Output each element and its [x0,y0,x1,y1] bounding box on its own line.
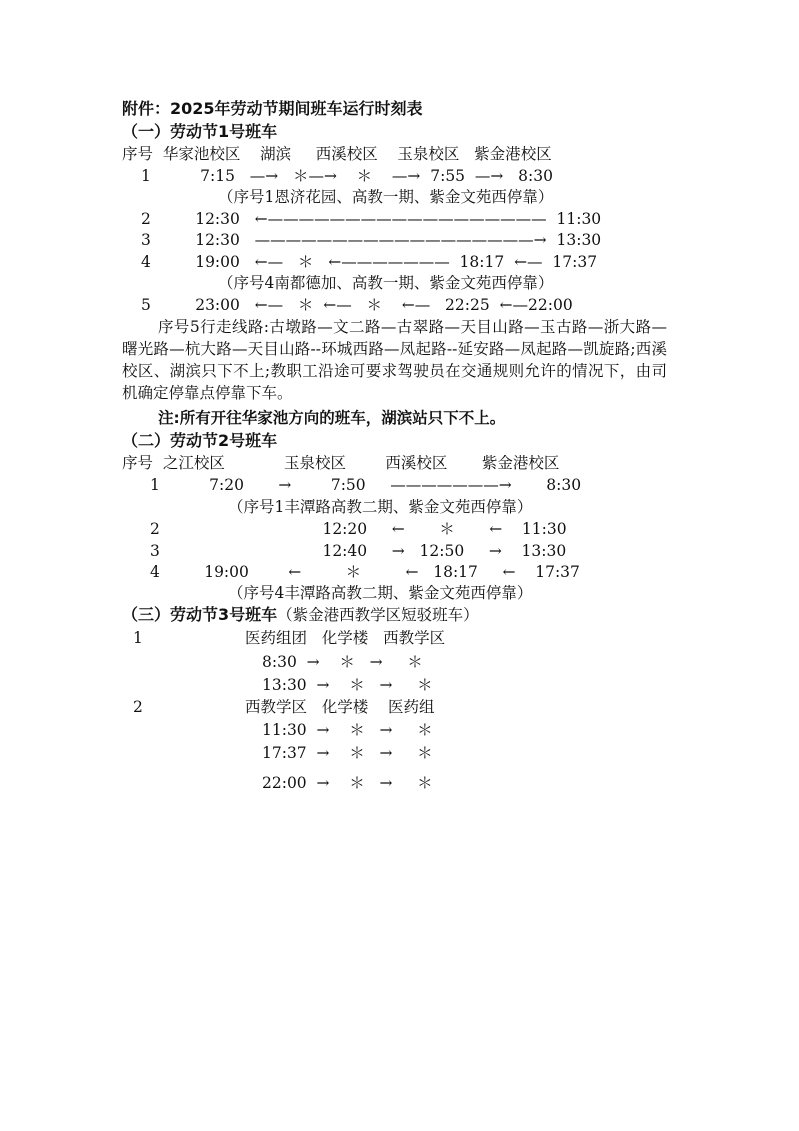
table-row: 17:37 → ＊ → ＊ [262,744,433,762]
section2-table-header: 序号 之江校区 玉泉校区 西溪校区 紫金港校区 [122,454,560,472]
section3-heading: （三）劳动节3号班车 [122,605,278,624]
stop-note: （序号4丰潭路高教二期、紫金文苑西停靠） [228,584,533,602]
table-row: 1 7:20 → 7:50 ———————→ 8:30 [150,476,582,494]
stop-note: （序号4南都德加、高教一期、紫金文苑西停靠） [218,274,554,292]
table-row: 13:30 → ＊ → ＊ [262,676,433,694]
stop-note: （序号1丰潭路高教二期、紫金文苑西停靠） [228,498,533,516]
table-row: 22:00 → ＊ → ＊ [262,774,433,792]
table-row: 2 12:30 ←—————————————————— 11:30 [141,210,602,228]
group2-number: 2 [133,698,143,716]
group2-header: 西教学区 化学楼 医药组 [245,698,435,716]
section3-subheading: （紫金港西教学区短驳班车） [277,606,479,624]
table-row: 4 19:00 ← ＊ ← 18:17 ← 17:37 [150,563,580,581]
section1-heading: （一）劳动节1号班车 [122,122,278,141]
table-row: 2 12:20 ← ＊ ← 11:30 [150,520,567,538]
section3-heading-line [122,605,479,625]
group1-header: 医药组团 化学楼 西教学区 [245,629,446,647]
section2-heading: （二）劳动节2号班车 [122,431,278,450]
table-row: 3 12:30 ——————————————————→ 13:30 [141,231,602,249]
table-row: 11:30 → ＊ → ＊ [262,721,433,739]
table-row: 5 23:00 ←— ＊ ←— ＊ ←— 22:25 ←—22:00 [141,296,573,314]
table-row: 1 7:15 —→ ＊—→ ＊ —→ 7:55 —→ 8:30 [141,167,553,185]
notice: 注:所有开往华家池方向的班车，湖滨站只下不上。 [158,409,506,427]
table-row: 8:30 → ＊ → ＊ [262,653,423,671]
stop-note: （序号1恩济花园、高教一期、紫金文苑西停靠） [218,188,554,206]
table-row: 4 19:00 ←— ＊ ←——————— 18:17 ←— 17:37 [141,253,598,271]
table-row: 3 12:40 → 12:50 → 13:30 [150,542,567,560]
section1-table-header: 序号 华家池校区 湖滨 西溪校区 玉泉校区 紫金港校区 [122,145,552,163]
route-note: 序号5行走线路:古墩路—文二路—古翠路—天目山路—玉古路—浙大路—曙光路—杭大路—天目山路--环城西路—凤起路--延安路—凤起路—凯旋路;西溪校区、湖滨只下不上;教职工沿途可要求驾驶员在交通规则允许的情况下，由司机确定停靠点停靠下车。 [122,318,667,402]
group1-number: 1 [133,629,143,647]
document-title: 附件：2025年劳动节期间班车运行时刻表 [122,99,423,118]
